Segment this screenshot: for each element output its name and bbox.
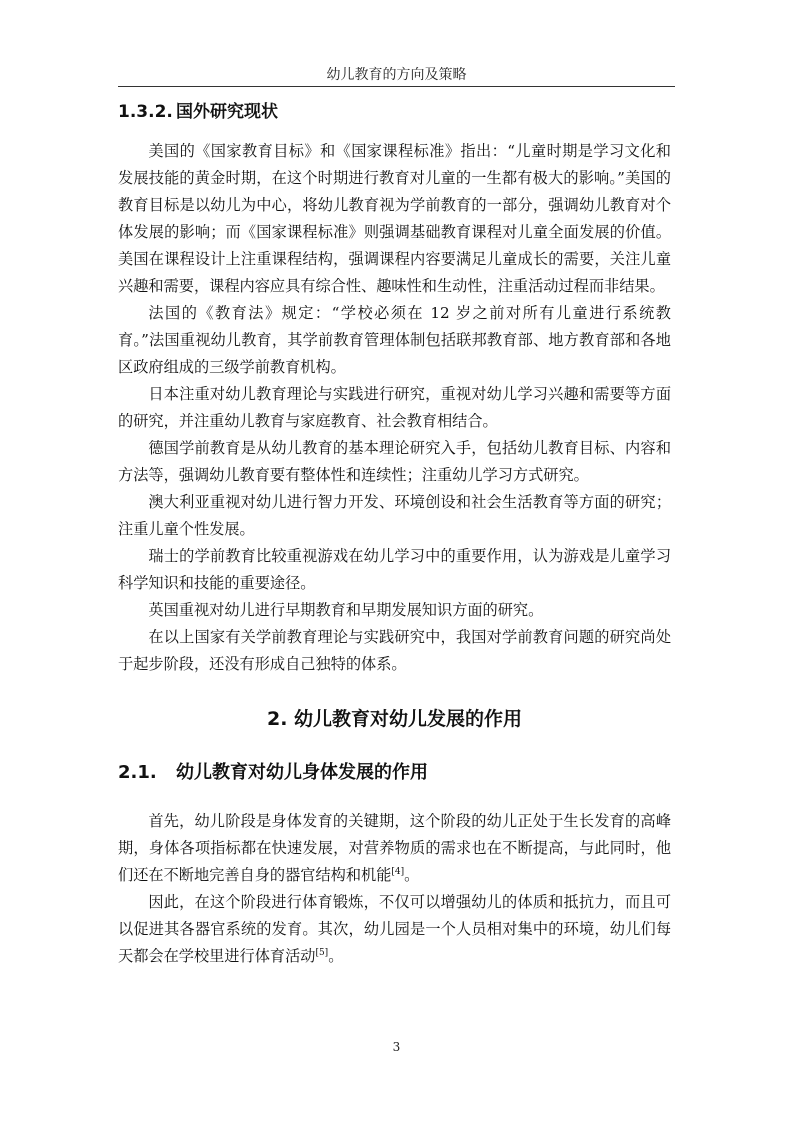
section-number: 2.1. <box>118 762 157 783</box>
paragraph-france: 法国的《教育法》规定：“学校必须在 12 岁之前对所有儿童进行系统教育。”法国重视幼儿教育，其学前教育管理体制包括联邦教育部、地方教育部和各地区政府组成的三级学前教育机构。 <box>118 304 671 376</box>
citation-ref: [5] <box>315 947 329 958</box>
header-rule <box>118 86 675 87</box>
paragraph-end: 。 <box>404 866 420 884</box>
section-title: 幼儿教育对幼儿身体发展的作用 <box>176 762 428 783</box>
page-content <box>118 98 671 970</box>
paragraph-end: 。 <box>328 947 344 965</box>
paragraph-japan: 日本注重对幼儿教育理论与实践进行研究，重视对幼儿学习兴趣和需要等方面的研究，并注重幼儿教育与家庭教育、社会教育相结合。 <box>118 385 671 430</box>
subsection-number: 1.3.2. <box>118 102 173 122</box>
paragraph-text: 因此，在这个阶段进行体育锻炼，不仅可以增强幼儿的体质和抵抗力，而且可以促进其各器官系统的发育。其次，幼儿园是一个人员相对集中的环境，幼儿们每天都会在学校里进行体育活动 <box>118 893 671 965</box>
paragraph-physical-development-2 <box>118 889 671 970</box>
paragraph-physical-development-1 <box>118 808 671 889</box>
paragraph-australia: 澳大利亚重视对幼儿进行智力开发、环境创设和社会生活教育等方面的研究；注重儿童个性发展。 <box>118 493 671 538</box>
paragraph-text: 首先，幼儿阶段是身体发育的关键期，这个阶段的幼儿正处于生长发育的高峰期，身体各项指标都在快速发展，对营养物质的需求也在不断提高，与此同时，他们还在不断地完善自身的器官结构和机能 <box>118 812 671 884</box>
page-number: 3 <box>392 1040 401 1054</box>
section-heading-2-1 <box>118 758 671 788</box>
paragraph-uk: 英国重视对幼儿进行早期教育和早期发展知识方面的研究。 <box>148 601 544 619</box>
subsection-heading-1-3-2 <box>118 98 671 126</box>
subsection-title: 国外研究现状 <box>176 102 278 122</box>
running-header: 幼儿教育的方向及策略 <box>326 67 467 83</box>
paragraph-summary: 在以上国家有关学前教育理论与实践研究中，我国对学前教育问题的研究尚处于起步阶段，还没有形成自己独特的体系。 <box>118 628 671 673</box>
paragraph-switzerland: 瑞士的学前教育比较重视游戏在幼儿学习中的重要作用，认为游戏是儿童学习科学知识和技能的重要途径。 <box>118 547 671 592</box>
chapter-heading-2: 2. 幼儿教育对幼儿发展的作用 <box>266 708 523 730</box>
paragraph-usa: 美国的《国家教育目标》和《国家课程标准》指出：“儿童时期是学习文化和发展技能的黄金时期，在这个时期进行教育对儿童的一生都有极大的影响。”美国的教育目标是以幼儿为中心，将幼儿教育视为学前教育的一部分，强调幼儿教育对个体发展的影响；而《国家课程标准》则强调基础教育课程对儿童全面发展的价值。美国在课程设计上注重课程结构，强调课程内容要满足儿童成长的需要，关注儿童兴趣和需要，课程内容应具有综合性、趣味性和生动性，注重活动过程而非结果。 <box>118 142 671 295</box>
citation-ref: [4] <box>391 866 405 877</box>
paragraph-germany: 德国学前教育是从幼儿教育的基本理论研究入手，包括幼儿教育目标、内容和方法等，强调幼儿教育要有整体性和连续性；注重幼儿学习方式研究。 <box>118 439 671 484</box>
